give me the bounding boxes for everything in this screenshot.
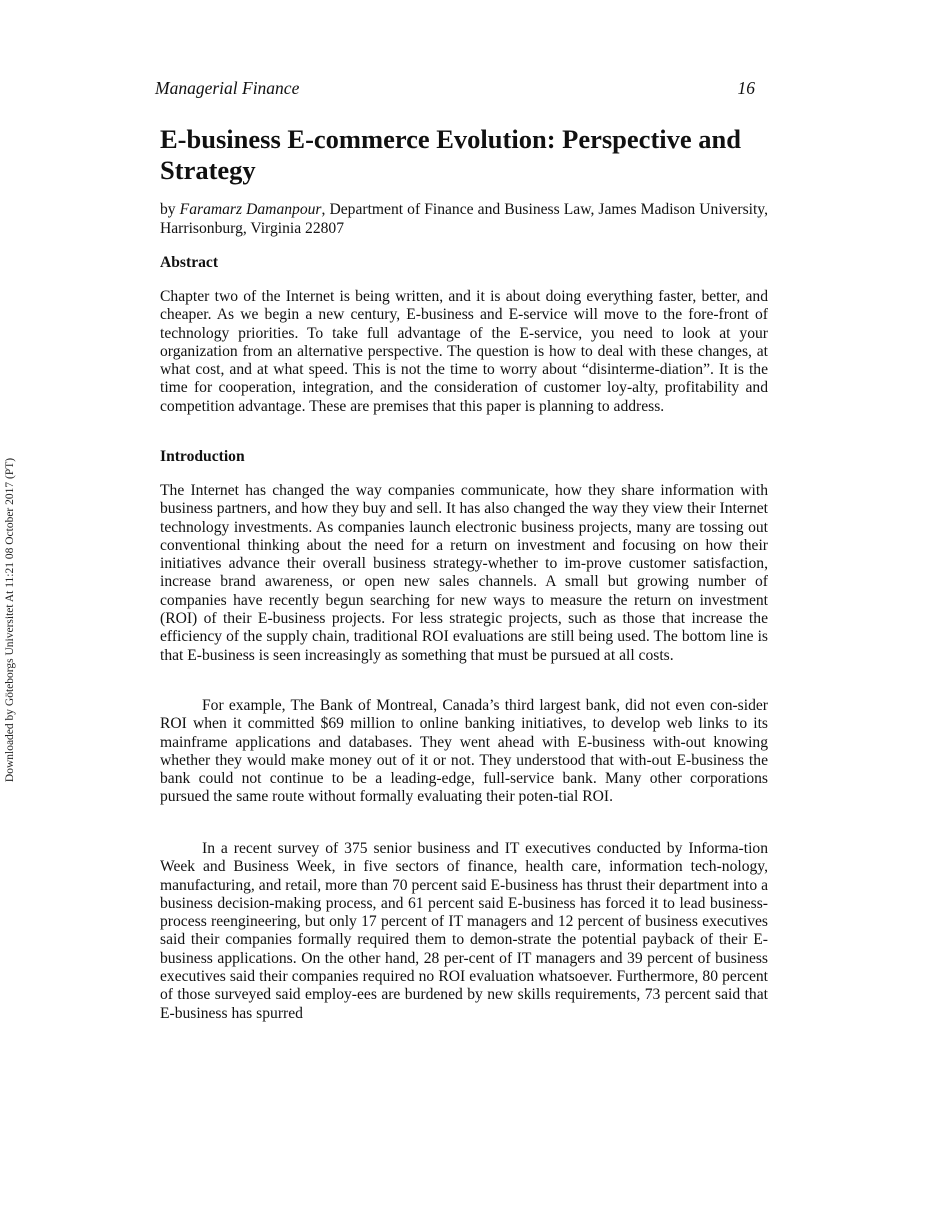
byline-prefix: by: [160, 201, 180, 218]
author-name: Faramarz Damanpour: [179, 201, 322, 218]
abstract-heading: Abstract: [160, 254, 219, 271]
article-title: E-business E-commerce Evolution: Perspective and Strategy: [160, 124, 741, 185]
page-number: 16: [737, 78, 755, 98]
introduction-paragraph-2: For example, The Bank of Montreal, Canada’s third largest bank, did not even con-sider ROI when it committed $69 million to online banking initiatives, to develop web links to its mainframe applications and databases. They went ahead with E-business with-out knowing whether they would make money out of it or not. They understood that with-out E-business the bank could not continue to be a leading-edge, full-service bank. Many other corporations pursued the same route without formally evaluating their poten-tial ROI.: [160, 697, 768, 806]
download-note: Downloaded by Göteborgs Universitet At 11:21 08 October 2017 (PT): [4, 457, 16, 783]
introduction-paragraph-1: The Internet has changed the way companies communicate, how they share information with business partners, and how they buy and sell. It has also changed the way they view their Internet technology investments. As companies launch electronic business projects, many are tossing out conventional thinking about the need for a return on investment and focusing on how their initiatives advance their overall business strategy-whether to im-prove customer satisfaction, increase brand awareness, or open new sales channels. A small but growing number of companies have recently begun searching for new ways to measure the return on investment (ROI) of their E-business projects. For less strategic projects, such as those that increase the efficiency of the supply chain, traditional ROI evaluations are still being used. The bottom line is that E-business is seen increasingly as something that must be pursued at all costs.: [160, 482, 768, 664]
byline: [160, 201, 768, 238]
running-head: [155, 78, 755, 102]
download-sidebar: [0, 440, 20, 800]
journal-name: Managerial Finance: [155, 78, 300, 98]
introduction-paragraph-3: In a recent survey of 375 senior business and IT executives conducted by Informa-tion Week and Business Week, in five sectors of finance, health care, information tech-nology, manufacturing, and retail, more than 70 percent said E-business has thrust their department into a business decision-making process, and 61 percent said E-business has forced it to lead business-process reengineering, but only 17 percent of IT managers and 12 percent of business executives said their companies formally required them to demon-strate the potential payback of their E-business applications. On the other hand, 28 per-cent of IT managers and 39 percent of business executives said their companies required no ROI evaluation whatsoever. Furthermore, 80 percent of those surveyed said employ-ees are burdened by new skills requirements, 73 percent said that E-business has spurred: [160, 840, 768, 1022]
introduction-heading: Introduction: [160, 448, 245, 465]
abstract-paragraph: Chapter two of the Internet is being written, and it is about doing everything faster, better, and cheaper. As we begin a new century, E-business and E-service will move to the fore-front of technology priorities. To take full advantage of the E-service, you need to look at your organization from an alternative perspective. The question is how to deal with these changes, at what cost, and at what speed. This is not the time to worry about “disinterme-diation”. It is the time for cooperation, integration, and the consideration of customer loy-alty, profitability and competition advantage. These are premises that this paper is planning to address.: [160, 288, 768, 415]
author-affiliation: , Department of Finance and Business Law, James Madison University, Harrisonburg, Virginia 22807: [160, 201, 768, 237]
